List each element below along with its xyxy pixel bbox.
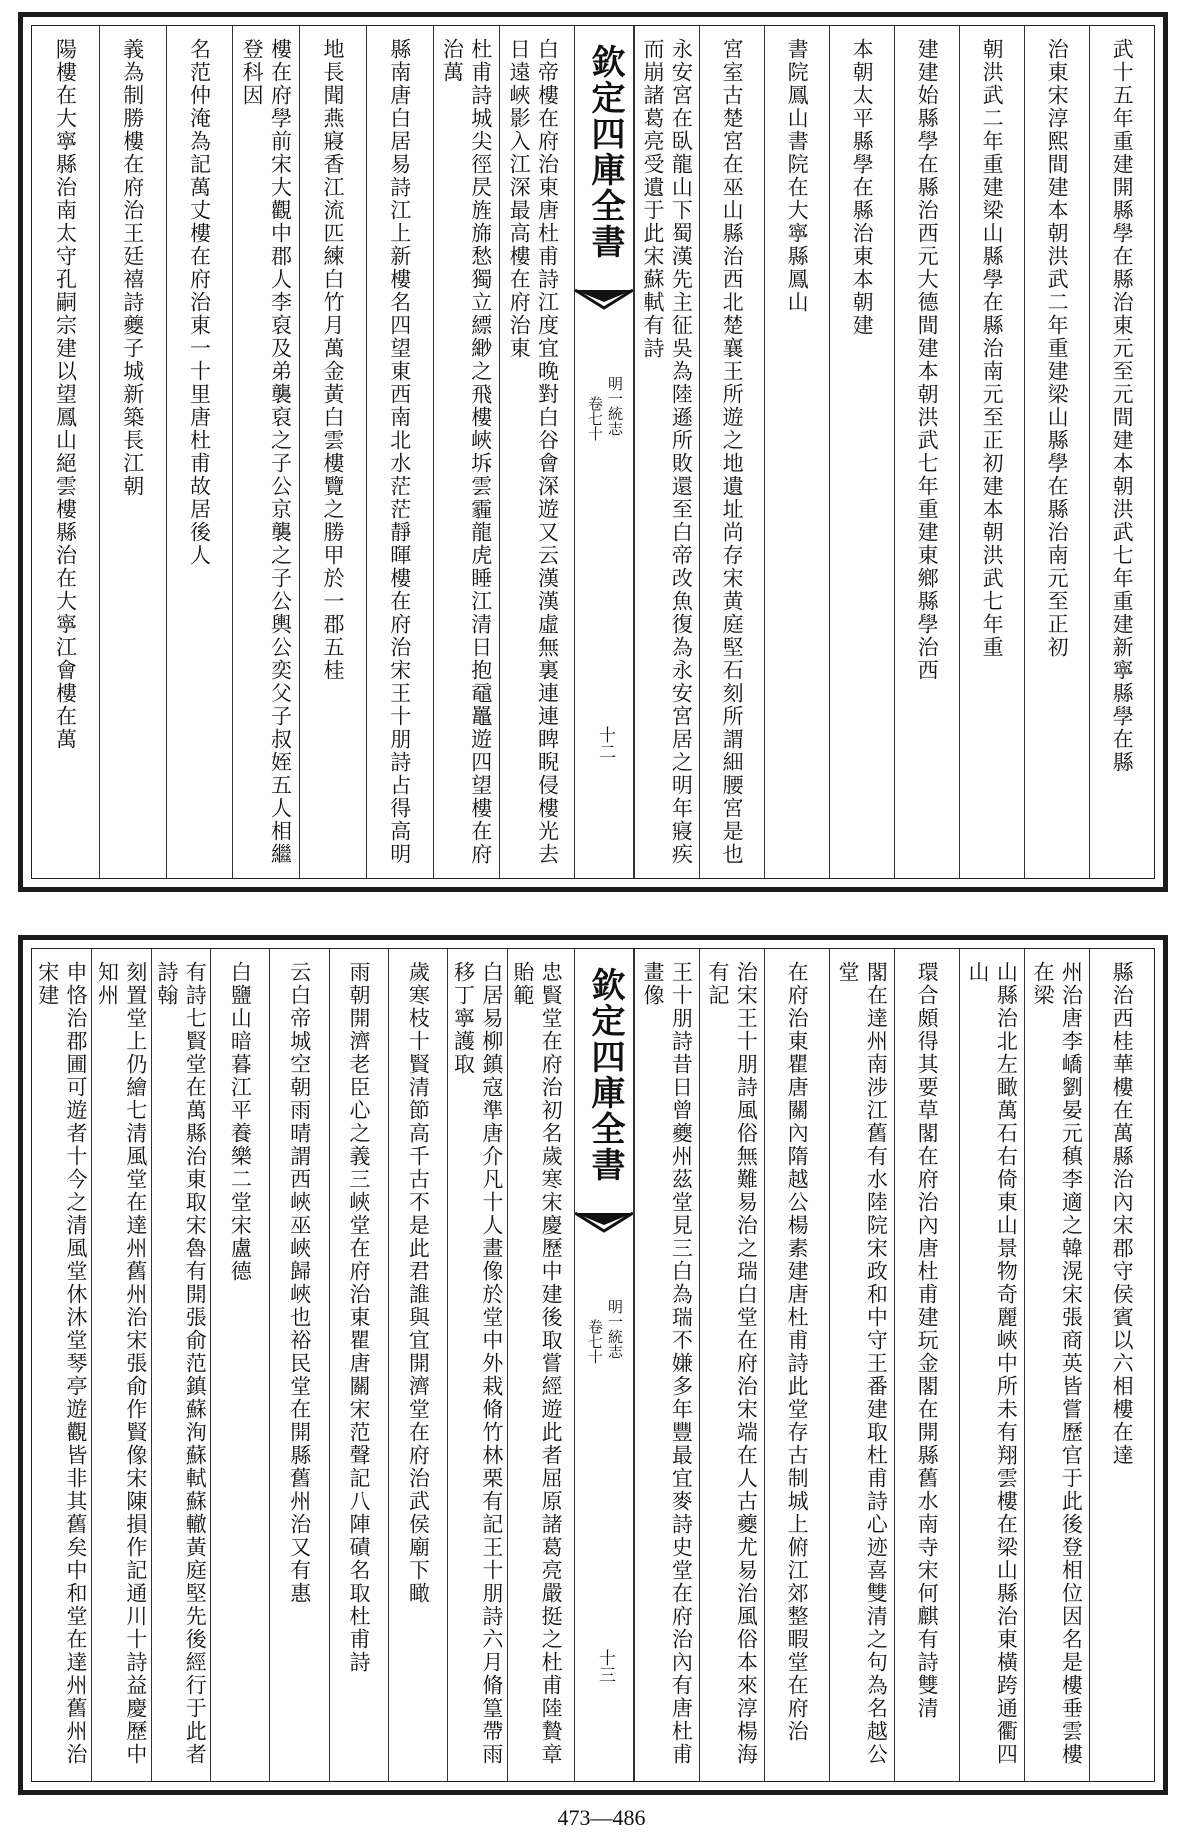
text-column: 縣南唐白居易詩江上新樓名四望東西南北水茫茫靜暉樓在府治宋王十朋詩占得高明 [366, 26, 433, 878]
text-column: 山縣治北左瞰萬石右倚東山景物奇麗峽中所未有翔雲樓在梁山縣治東橫跨通衢四山 [959, 949, 1024, 1781]
spine-title: 欽定四庫全書 [585, 967, 625, 1183]
text-column: 朝洪武二年重建梁山縣學在縣治南元至正初建本朝洪武七年重 [959, 26, 1024, 878]
folio-number: 473—486 [557, 1805, 646, 1830]
text-column: 永安宮在臥龍山下蜀漢先主征吳為陸遜所敗還至白帝改魚復為永安宮居之明年寢疾而崩諸葛亮受遺于此宋蘇軾有詩 [634, 26, 699, 878]
spine-volume: 明一統志 [606, 376, 624, 436]
text-column: 白居易柳鎮寇準唐介凡十人畫像於堂中外栽脩竹林栗有記王十朋詩六月脩篁帶雨移丁寧護取 [447, 949, 506, 1781]
text-column: 歲寒枝十賢清節高千古不是此君誰與宜開濟堂在府治武侯廟下瞰 [388, 949, 447, 1781]
text-column: 杜甫詩城尖徑昃旌旆愁獨立縹緲之飛樓峽坼雲霾龍虎睡江清日抱黿鼉遊四望樓在府治萬 [433, 26, 500, 878]
spine-title: 欽定四庫全書 [585, 44, 625, 260]
top-page-frame [31, 25, 1155, 879]
text-column: 王十朋詩昔日曾夔州茲堂見三白為瑞不嫌多年豐最宜麥詩史堂在府治內有唐杜甫畫像 [634, 949, 699, 1781]
top-left-half [32, 26, 566, 878]
text-column: 宮室古楚宮在巫山縣治西北楚襄王所遊之地遺址尚存宋黄庭堅石刻所謂細腰宮是也 [699, 26, 764, 878]
text-column: 忠賢堂在府治初名歲寒宋慶歷中建後取嘗經遊此者屈原諸葛亮嚴挺之杜甫陸贄章貽範 [507, 949, 566, 1781]
bottom-spine [574, 949, 634, 1781]
text-column: 環合頗得其要草閣在府治內唐杜甫建玩金閣在開縣舊水南寺宋何麒有詩雙清 [894, 949, 959, 1781]
text-column: 名范仲淹為記萬丈樓在府治東一十里唐杜甫故居後人 [166, 26, 233, 878]
bottom-left-half [32, 949, 566, 1781]
spine-juan: 卷七十 [586, 396, 604, 441]
text-column: 陽樓在大寧縣治南太守孔嗣宗建以望鳳山絕雲樓縣治在大寧江會樓在萬 [53, 38, 78, 751]
text-column: 雨朝開濟老臣心之義三峽堂在府治東瞿唐關宋范聲記八陣磧名取杜甫詩 [329, 949, 388, 1781]
text-column: 云白帝城空朝雨晴謂西峽巫峽歸峽也裕民堂在開縣舊州治又有惠 [269, 949, 328, 1781]
fish-tail-mark-icon [575, 288, 633, 328]
spine-juan: 卷七十 [586, 1319, 604, 1364]
text-column: 在府治東瞿唐關內隋越公楊素建唐杜甫詩此堂存古制城上俯江郊整暇堂在府治 [764, 949, 829, 1781]
text-column: 武十五年重建開縣學在縣治東元至元間建本朝洪武七年重建新寧縣學在縣 [1089, 26, 1154, 878]
top-right-half [634, 26, 1154, 878]
text-column: 義為制勝樓在府治王廷禧詩夔子城新築長江朝 [99, 26, 166, 878]
fish-tail-mark-icon [575, 1211, 633, 1251]
top-page [18, 12, 1168, 892]
text-column: 樓在府學前宋大觀中郡人李裒及弟襲裒之子公京襲之子公輿公奕父子叔姪五人相繼登科因 [232, 26, 299, 878]
text-column: 治宋王十朋詩風俗無難易治之瑞白堂在府治宋端在人古夔尤易治風俗本來淳楊海有記 [699, 949, 764, 1781]
text-column: 治東宋淳熙間建本朝洪武二年重建梁山縣學在縣治南元至正初 [1024, 26, 1089, 878]
text-column: 有詩七賢堂在萬縣治東取宋魯有開張俞范鎮蘇洵蘇軾蘇轍黃庭堅先後經行于此者詩翰 [151, 949, 210, 1781]
text-column: 白帝樓在府治東唐杜甫詩江度宜晚對白谷會深遊又云漢漢虛無裏連連睥睨侵樓光去日遠峽影入江深最高樓在府治東 [499, 26, 566, 878]
text-column: 建建始縣學在縣治西元大德間建本朝洪武七年重建東鄉縣學治西 [894, 26, 959, 878]
spine-page-number: 十二 [595, 726, 615, 760]
text-column: 刻置堂上仍繪七清風堂在達州舊州治宋張俞作賢像宋陳損作記通川十詩益慶歷中知州 [91, 949, 150, 1781]
text-column: 申恪治郡圃可遊者十今之清風堂休沐堂琴亭遊觀皆非其舊矣中和堂在達州舊州治宋建 [35, 961, 89, 1766]
text-column: 地長聞燕寢香江流匹練白竹月萬金黃白雲樓覽之勝甲於一郡五桂 [299, 26, 366, 878]
text-column: 閣在達州南涉江舊有水陸院宋政和中守王番建取杜甫詩心迹喜雙清之句為名越公堂 [829, 949, 894, 1781]
text-column: 縣治西桂華樓在萬縣治內宋郡守侯賓以六相樓在達 [1089, 949, 1154, 1781]
bottom-page-frame [31, 948, 1155, 1782]
spine-volume: 明一統志 [606, 1299, 624, 1359]
top-spine [574, 26, 634, 878]
spine-page-number: 十三 [595, 1649, 615, 1683]
text-column: 州治唐李嶠劉晏元稹李適之韓滉宋張商英皆嘗歷官于此後登相位因名是樓垂雲樓在梁 [1024, 949, 1089, 1781]
bottom-page [18, 935, 1168, 1795]
bottom-right-half [634, 949, 1154, 1781]
text-column: 書院鳳山書院在大寧縣鳳山 [764, 26, 829, 878]
text-column: 白鹽山暗暮江平養樂二堂宋盧德 [210, 949, 269, 1781]
text-column: 本朝太平縣學在縣治東本朝建 [829, 26, 894, 878]
